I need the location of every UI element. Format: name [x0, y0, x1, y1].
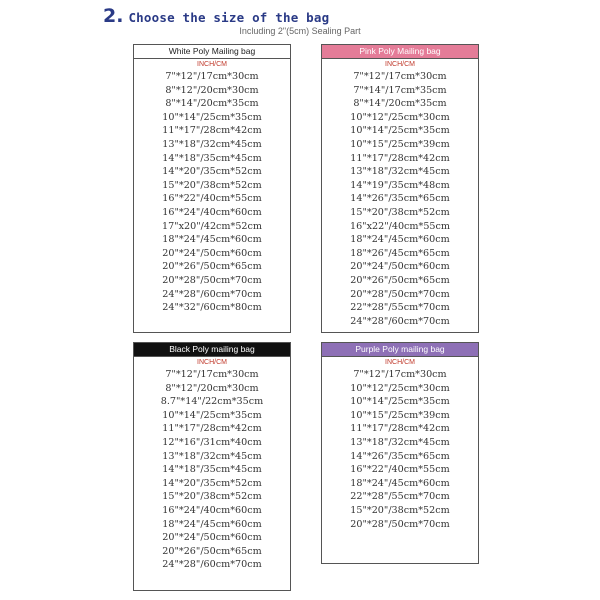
size-row: 20"*28"/50cm*70cm [162, 274, 262, 286]
size-row: 11"*17"/28cm*42cm [162, 423, 262, 435]
size-row: 15"*20"/38cm*52cm [162, 179, 262, 191]
size-row: 22"*28"/55cm*70cm [350, 302, 450, 314]
size-row: 8"*12"/20cm*30cm [165, 84, 259, 96]
unit-label: INCH/CM [197, 61, 227, 68]
size-row: 20"*26"/50cm*65cm [162, 545, 262, 557]
size-row: 7"*12"/17cm*30cm [353, 71, 447, 82]
size-row: 10"*12"/25cm*30cm [350, 111, 450, 123]
size-row: 11"*17"/28cm*42cm [350, 152, 450, 164]
size-row: 20"*24"/50cm*60cm [162, 247, 262, 259]
size-row: 15"*20"/38cm*52cm [162, 491, 262, 503]
size-row: 20"*24"/50cm*60cm [162, 532, 262, 544]
size-row: 15"*20"/38cm*52cm [350, 504, 450, 516]
size-row: 12"*16"/31cm*40cm [162, 436, 262, 448]
size-row: 10"*14"/25cm*35cm [350, 125, 450, 137]
size-row: 24"*28"/60cm*70cm [162, 288, 262, 300]
section-heading: Choose the size of the bag [128, 10, 330, 25]
size-row: 13"*18"/32cm*45cm [350, 166, 450, 178]
size-list [322, 70, 478, 328]
size-row: 10"*15"/25cm*39cm [350, 138, 450, 150]
size-row: 24"*32"/60cm*80cm [162, 302, 262, 314]
size-row: 14"*20"/35cm*52cm [162, 477, 262, 489]
size-row: 13"*18"/32cm*45cm [162, 450, 262, 462]
size-row: 10"*14"/25cm*35cm [162, 111, 262, 123]
size-row: 11"*17"/28cm*42cm [162, 125, 262, 137]
size-row: 14"*26"/35cm*65cm [350, 193, 450, 205]
purple-bag-size-table [321, 342, 479, 564]
size-row: 13"*18"/32cm*45cm [162, 138, 262, 150]
size-row: 20"*28"/50cm*70cm [350, 288, 450, 300]
pink-bag-table-header: Pink Poly Mailing bag [322, 45, 478, 59]
white-bag-size-table [133, 44, 291, 333]
size-row: 10"*12"/25cm*30cm [350, 382, 450, 394]
size-row: 11"*17"/28cm*42cm [350, 423, 450, 435]
size-row: 16"x22"/40cm*55cm [349, 220, 451, 232]
size-row: 18"*26"/45cm*65cm [350, 247, 450, 259]
white-bag-table-header: White Poly Mailing bag [134, 45, 290, 59]
size-row: 20"*26"/50cm*65cm [350, 274, 450, 286]
size-row: 18"*24"/45cm*60cm [350, 234, 450, 246]
size-row: 20"*28"/50cm*70cm [350, 518, 450, 530]
size-row: 20"*26"/50cm*65cm [162, 261, 262, 273]
size-row: 14"*26"/35cm*65cm [350, 450, 450, 462]
section-number: 2. [103, 5, 124, 27]
size-row: 10"*14"/25cm*35cm [350, 396, 450, 408]
size-row: 24"*28"/60cm*70cm [162, 559, 262, 571]
size-row: 16"*22"/40cm*55cm [350, 464, 450, 476]
purple-bag-table-header: Purple Poly mailing bag [322, 343, 478, 357]
size-row: 7"*12"/17cm*30cm [165, 369, 259, 380]
size-row: 24"*28"/60cm*70cm [350, 315, 450, 327]
size-list [322, 368, 478, 531]
size-row: 8"*14"/20cm*35cm [353, 98, 447, 110]
size-row: 18"*24"/45cm*60cm [350, 477, 450, 489]
size-row: 8.7"*14"/22cm*35cm [160, 396, 264, 408]
size-row: 8"*14"/20cm*35cm [165, 98, 259, 110]
size-row: 7"*12"/17cm*30cm [165, 71, 259, 82]
size-row: 8"*12"/20cm*30cm [165, 382, 259, 394]
size-row: 14"*18"/35cm*45cm [162, 152, 262, 164]
unit-label: INCH/CM [385, 61, 415, 68]
black-bag-table-header: Black Poly mailing bag [134, 343, 290, 357]
size-row: 17"x20"/42cm*52cm [161, 220, 263, 232]
size-list [134, 368, 290, 572]
size-row: 7"*12"/17cm*30cm [353, 369, 447, 380]
size-row: 16"*24"/40cm*60cm [162, 504, 262, 516]
size-row: 10"*15"/25cm*39cm [350, 409, 450, 421]
size-row: 16"*24"/40cm*60cm [162, 206, 262, 218]
section-subtitle: Including 2"(5cm) Sealing Part [239, 26, 361, 36]
black-bag-size-table [133, 342, 291, 591]
pink-bag-size-table [321, 44, 479, 333]
size-row: 20"*24"/50cm*60cm [350, 261, 450, 273]
unit-label: INCH/CM [385, 359, 415, 366]
size-row: 22"*28"/55cm*70cm [350, 491, 450, 503]
size-row: 18"*24"/45cm*60cm [162, 234, 262, 246]
unit-label: INCH/CM [197, 359, 227, 366]
size-row: 7"*14"/17cm*35cm [353, 84, 447, 96]
size-row: 18"*24"/45cm*60cm [162, 518, 262, 530]
size-row: 10"*14"/25cm*35cm [162, 409, 262, 421]
size-row: 15"*20"/38cm*52cm [350, 206, 450, 218]
size-row: 14"*19"/35cm*48cm [350, 179, 450, 191]
size-row: 14"*20"/35cm*52cm [162, 166, 262, 178]
size-row: 13"*18"/32cm*45cm [350, 436, 450, 448]
size-row: 14"*18"/35cm*45cm [162, 464, 262, 476]
size-list [134, 70, 290, 315]
size-row: 16"*22"/40cm*55cm [162, 193, 262, 205]
